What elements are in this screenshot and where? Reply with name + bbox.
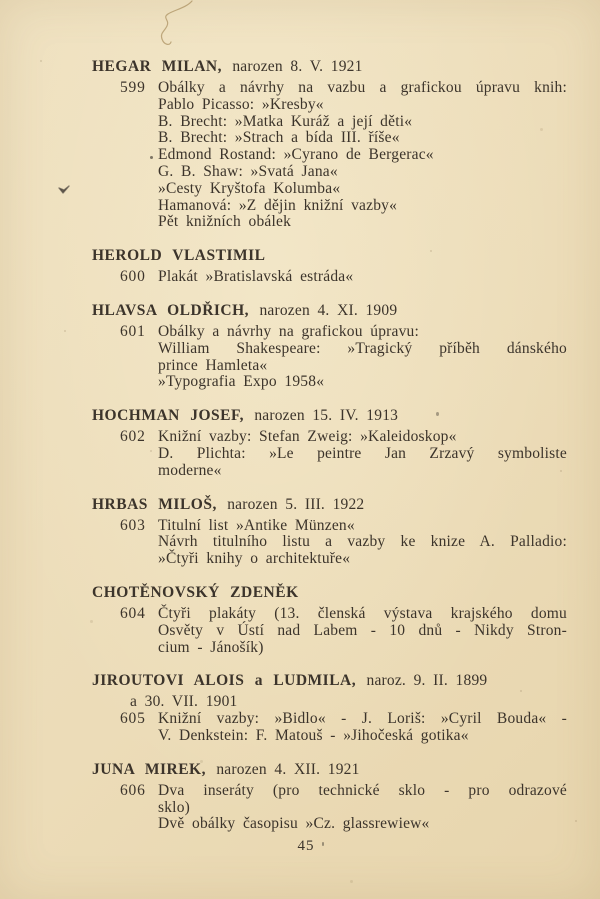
item-text (158, 429, 567, 479)
item-text-line: G. B. Shaw: »Svatá Jana« (158, 162, 338, 180)
catalog-item (120, 711, 600, 745)
item-number: 606 (120, 781, 146, 799)
item-text-line: V. Denkstein: F. Matouš - »Jihočeská gotika« (158, 726, 469, 744)
catalog-entry (0, 496, 600, 568)
catalog-entry (0, 302, 600, 391)
birth-date: narozen 4. XII. 1921 (216, 760, 360, 778)
artist-name: JUNA MIREK, (92, 760, 206, 778)
entry-heading (92, 761, 600, 778)
entry-heading (92, 584, 600, 601)
catalog-item (120, 783, 600, 833)
item-text-line: B. Brecht: »Strach a bída III. říše« (158, 129, 400, 147)
item-text-line: Edmond Rostand: »Cyrano de Bergerac« (158, 146, 434, 164)
item-text (158, 606, 567, 656)
catalog-entry (0, 58, 600, 231)
birth-date-continuation: a 30. VII. 1901 (130, 693, 238, 711)
catalog-item (120, 269, 600, 286)
item-text (158, 269, 567, 286)
item-number: 604 (120, 604, 146, 622)
item-text-line: D. Plichta: »Le peintre Jan Zrzavý symboliste (158, 444, 567, 462)
artist-name: JIROUTOVI ALOIS a LUDMILA, (92, 672, 357, 690)
birth-date: narozen 4. XI. 1909 (259, 301, 398, 319)
catalog-item (120, 606, 600, 656)
entry-heading (92, 496, 600, 513)
item-text-line: Plakát »Bratislavská estráda« (158, 268, 354, 286)
entry-heading (92, 247, 600, 264)
item-text-line: B. Brecht: »Matka Kuráž a její děti« (158, 112, 413, 130)
item-text-line: Titulní list »Antike Münzen« (158, 516, 355, 534)
catalog-entry (0, 761, 600, 833)
item-text-line: Pět knižních obálek (158, 213, 292, 231)
item-text-line: cium - Jánošík) (158, 638, 264, 656)
item-number: 603 (120, 516, 146, 534)
entry-heading (92, 58, 600, 75)
entry-heading (92, 672, 600, 689)
catalog-entry (0, 407, 600, 479)
item-text (158, 518, 567, 568)
item-text-line: William Shakespeare: »Tragický příběh dánského (158, 339, 567, 357)
item-number: 600 (120, 268, 146, 286)
item-text-line: Dvě obálky časopisu »Cz. glassrewiew« (158, 815, 430, 833)
catalog-item (120, 324, 600, 391)
entry-heading (92, 407, 600, 424)
artist-name: HOCHMAN JOSEF, (92, 407, 244, 425)
item-text-line: Knižní vazby: »Bidlo« - J. Loriš: »Cyril Bouda« - (158, 710, 567, 728)
birth-date: narozen 15. IV. 1913 (254, 407, 399, 425)
item-text-line: Pablo Picasso: »Kresby« (158, 95, 324, 113)
item-text (158, 80, 567, 231)
item-number: 601 (120, 322, 146, 340)
item-text-line: Dva inseráty (pro technické sklo - pro odrazové (158, 781, 567, 799)
item-text-line: Čtyři plakáty (13. členská výstava krajského domu (158, 604, 567, 622)
item-text (158, 711, 567, 745)
artist-name: HRBAS MILOŠ, (92, 495, 217, 513)
artist-name: HEROLD VLASTIMIL (92, 247, 266, 265)
birth-date: naroz. 9. II. 1899 (366, 672, 488, 690)
item-text (158, 783, 567, 833)
item-text-line: »Typografia Expo 1958« (158, 373, 325, 391)
catalog-item (120, 429, 600, 479)
item-text-line: Obálky a návrhy na vazbu a grafickou úpravu knih: (158, 79, 567, 96)
item-text-line: Návrh titulního listu a vazby ke knize A. Palladio: (158, 533, 567, 551)
item-text-line: Obálky a návrhy na grafickou úpravu: (158, 322, 419, 340)
item-text-line: »Čtyři knihy o architektuře« (158, 550, 351, 568)
artist-name: HLAVSA OLDŘICH, (92, 301, 250, 319)
birth-date: narozen 5. III. 1922 (227, 495, 365, 513)
catalog-entry (0, 247, 600, 286)
item-text-line: sklo) (158, 798, 190, 816)
item-text-line: moderne« (158, 461, 222, 479)
item-number: 605 (120, 710, 146, 728)
catalog-entry (0, 672, 600, 744)
artist-name: HEGAR MILAN, (92, 58, 222, 75)
artist-name: CHOTĚNOVSKÝ ZDENĚK (92, 583, 299, 601)
catalog-item (120, 518, 600, 568)
item-text-line: Osvěty v Ústí nad Labem - 10 dnů - Nikdy Stron- (158, 621, 567, 639)
item-text (158, 324, 567, 391)
item-text-line: »Cesty Kryštofa Kolumba« (158, 179, 341, 197)
item-number: 599 (120, 79, 146, 96)
item-text-line: prince Hamleta« (158, 356, 268, 374)
page-number: 45 (297, 838, 315, 854)
item-text-line: Knižní vazby: Stefan Zweig: »Kaleidoskop« (158, 428, 457, 446)
birth-date: narozen 8. V. 1921 (232, 58, 363, 75)
catalog-entry (0, 584, 600, 656)
catalog-item (120, 80, 600, 231)
item-text-line: Hamanová: »Z dějin knižní vazby« (158, 196, 398, 214)
item-number: 602 (120, 428, 146, 446)
entry-heading (92, 302, 600, 319)
